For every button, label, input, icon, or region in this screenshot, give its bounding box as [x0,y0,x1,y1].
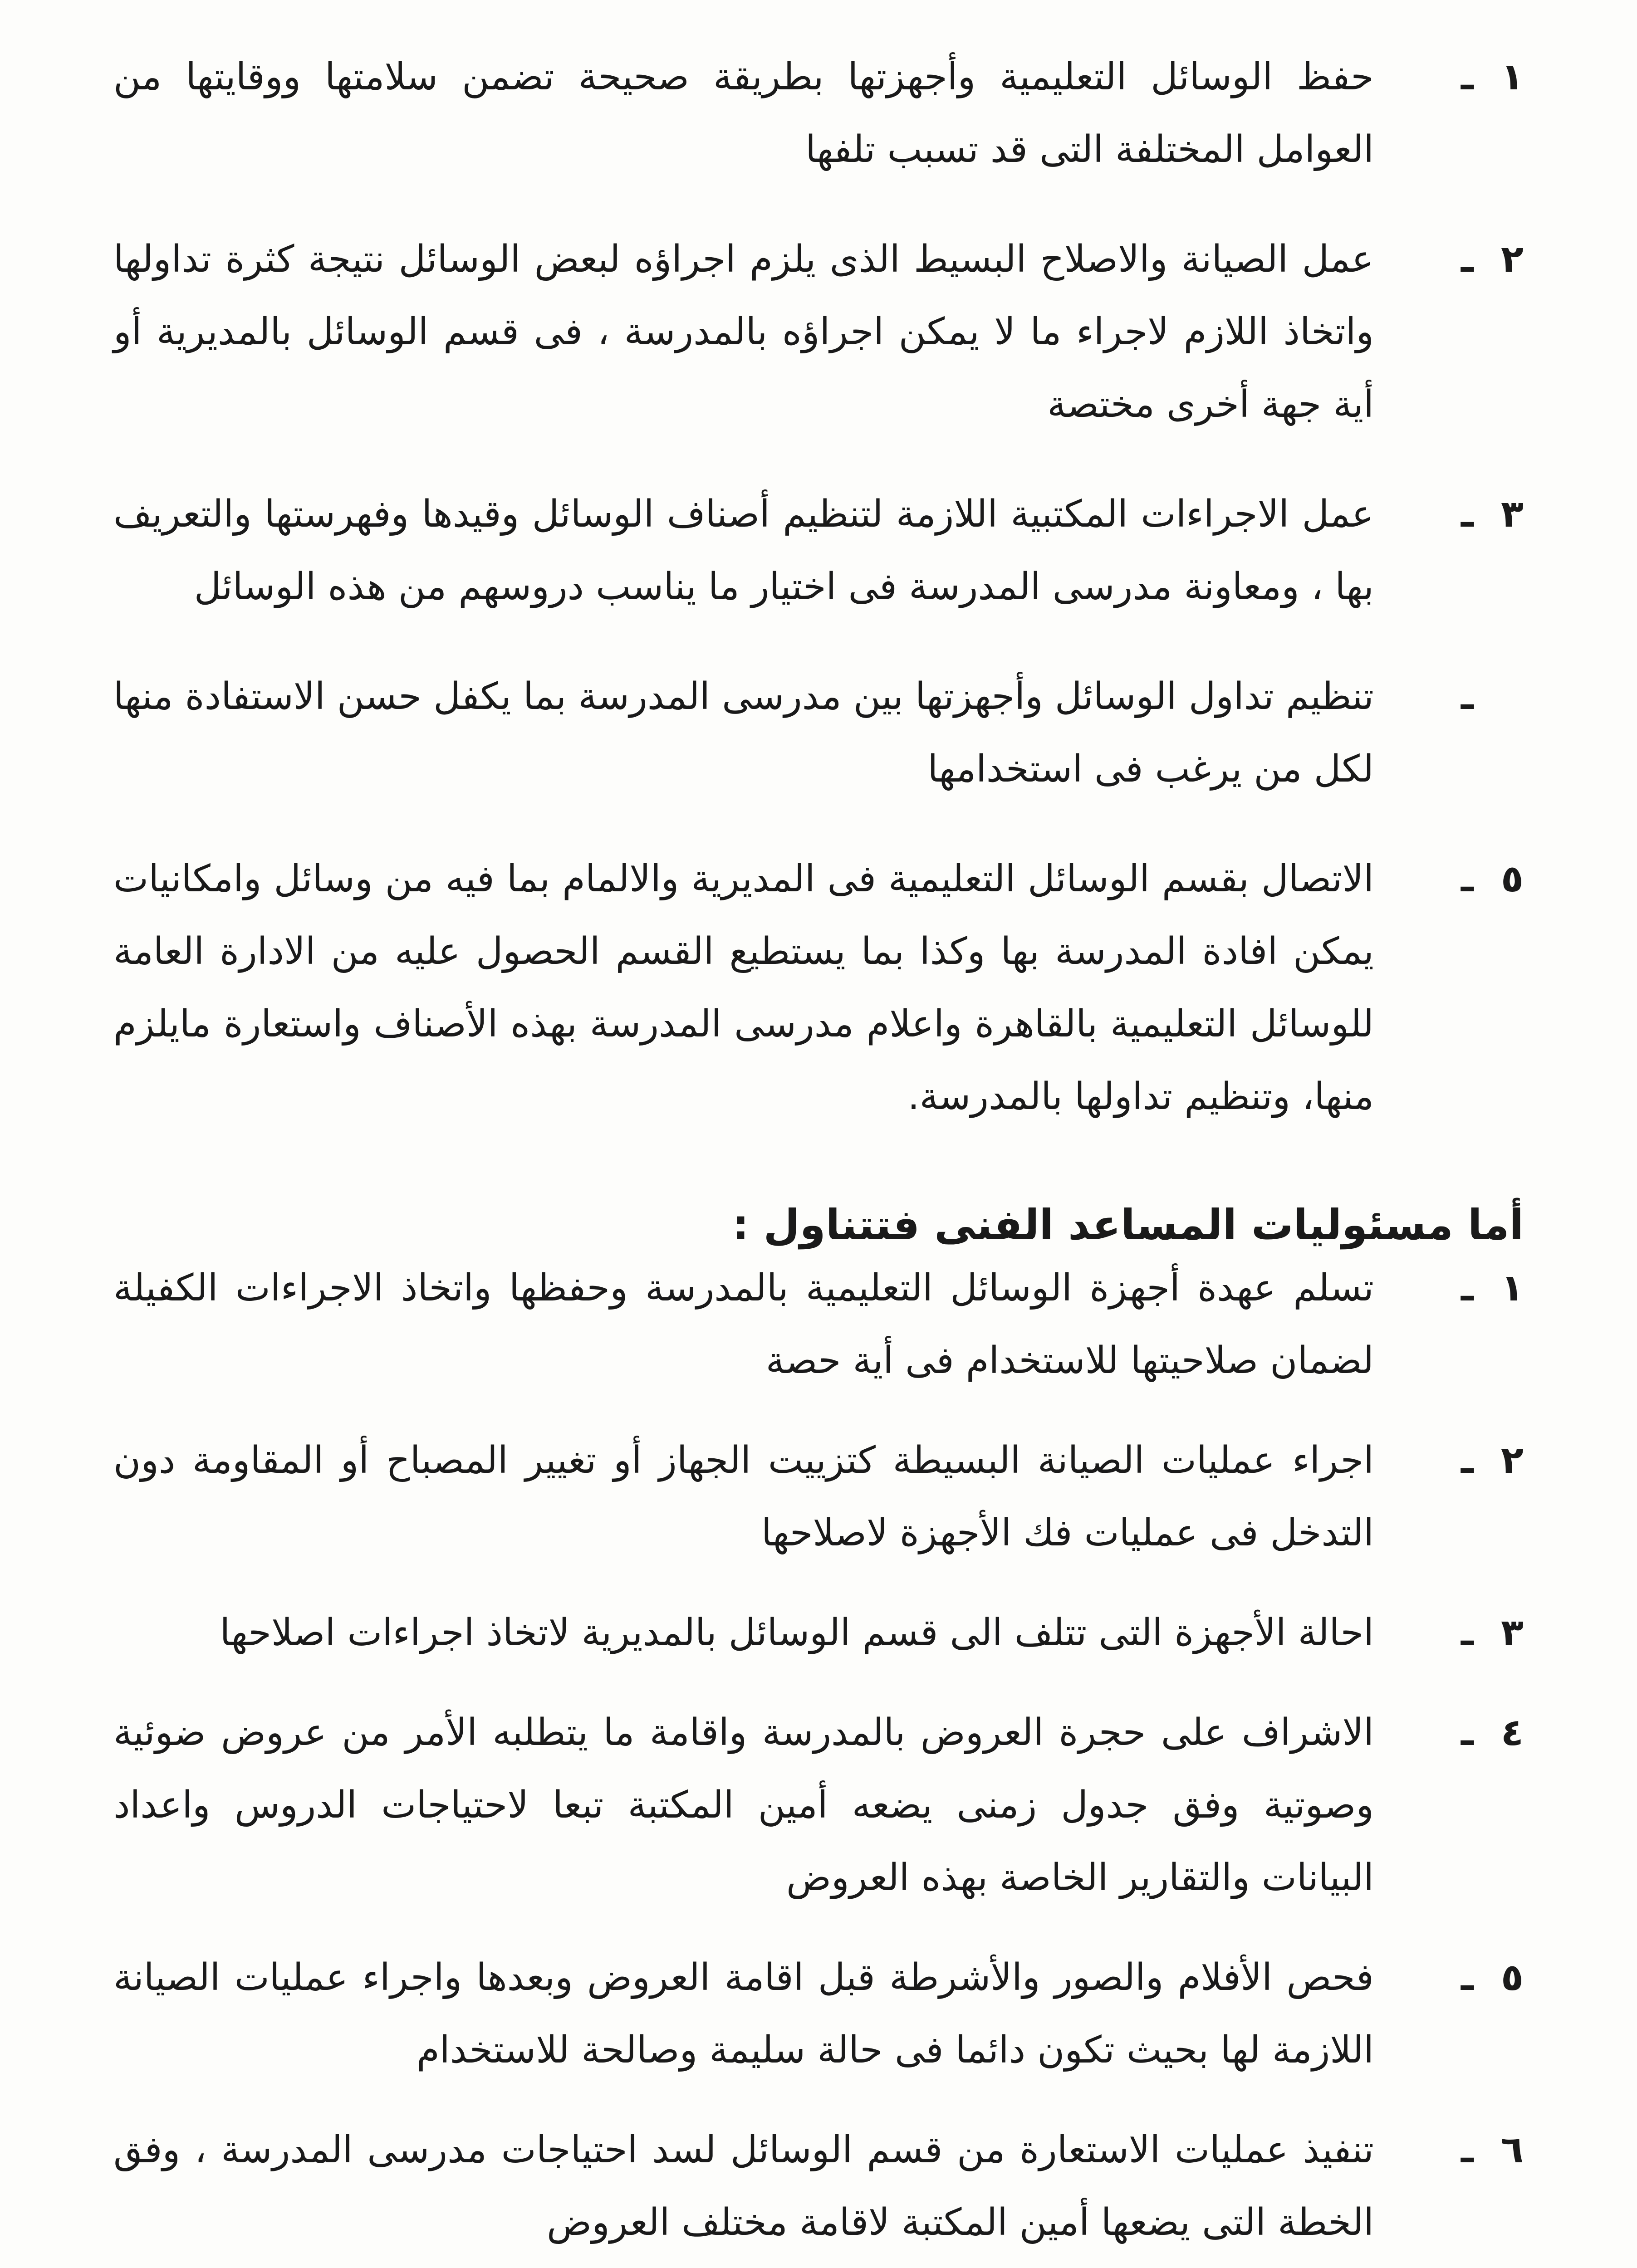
item-marker [1397,1941,1524,2014]
item-text: تنظيم تداول الوسائل وأجهزتها بين مدرسى المدرسة بما يكفل حسن الاستفادة منها لكل من يرغب فى استخدامها [113,675,1374,791]
technical-assistant-section [113,1252,1524,2268]
item-marker [1397,843,1524,915]
item-number: ٥ [1500,857,1524,900]
list-item [113,223,1524,441]
item-marker [1397,2114,1524,2186]
item-text: اجراء عمليات الصيانة البسيطة كتزييت الجهاز أو تغيير المصباح أو المقاومة دون التدخل فى عمليات فك الأجهزة لاصلاحها [113,1439,1374,1554]
item-number: ٢ [1500,1439,1524,1482]
list-item [113,1597,1524,1669]
item-number: ٥ [1500,1956,1524,1999]
item-number: ٤ [1500,1711,1524,1754]
item-dash: ـ [1461,2128,1474,2171]
item-text: تنفيذ عمليات الاستعارة من قسم الوسائل لسد احتياجات مدرسى المدرسة ، وفق الخطة التى يضعها أمين المكتبة لاقامة مختلف العروض [113,2128,1374,2244]
item-number: ٦ [1500,2128,1524,2171]
list-item [113,1252,1524,1397]
item-text: تسلم عهدة أجهزة الوسائل التعليمية بالمدرسة وحفظها واتخاذ الاجراءات الكفيلة لضمان صلاحيتها للاستخدام فى أية حصة [113,1266,1374,1382]
item-dash: ـ [1461,55,1474,98]
item-text: عمل الصيانة والاصلاح البسيط الذى يلزم اجراؤه لبعض الوسائل نتيجة كثرة تداولها واتخاذ اللازم لاجراء ما لا يمكن اجراؤه بالمدرسة ، فى قسم الوسائل بالمديرية أو أية جهة أخرى مختصة [113,238,1374,426]
item-dash: ـ [1461,238,1474,281]
item-number: ٢ [1500,238,1524,281]
list-item [113,1696,1524,1914]
list-item [113,660,1524,806]
item-text: عمل الاجراءات المكتبية اللازمة لتنظيم أصناف الوسائل وقيدها وفهرستها والتعريف بها ، ومعاونة مدرسى المدرسة فى اختيار ما يناسب دروسهم من هذه الوسائل [113,493,1374,608]
list-item [113,1941,1524,2087]
list-item [113,41,1524,186]
technical-assistant-list [113,1252,1524,2259]
item-number: ٣ [1500,493,1524,536]
item-text: فحص الأفلام والصور والأشرطة قبل اقامة العروض وبعدها واجراء عمليات الصيانة اللازمة لها بحيث تكون دائما فى حالة سليمة وصالحة للاستخدام [113,1956,1374,2072]
item-number: ٣ [1500,1611,1524,1654]
item-marker [1397,1696,1524,1769]
item-marker [1397,478,1524,551]
item-number [1492,660,1524,733]
item-dash: ـ [1461,1711,1474,1754]
item-marker [1397,1424,1524,1497]
item-number: ١ [1500,55,1524,98]
responsibilities-list [113,41,1524,1133]
item-dash: ـ [1461,675,1474,718]
item-marker [1397,41,1524,113]
list-item [113,1424,1524,1569]
list-item [113,843,1524,1133]
item-marker [1397,660,1524,733]
responsibilities-section [113,41,1524,1170]
item-dash: ـ [1461,1611,1474,1654]
item-text: حفظ الوسائل التعليمية وأجهزتها بطريقة صحيحة تضمن سلامتها ووقايتها من العوامل المختلفة التى قد تسبب تلفها [113,55,1374,171]
item-text: الاتصال بقسم الوسائل التعليمية فى المديرية والالمام بما فيه من وسائل وامكانيات يمكن افادة المدرسة بها وكذا بما يستطيع القسم الحصول عليه من الادارة العامة للوسائل التعليمية بالقاهرة واعلام مدرسى المدرسة بهذه الأصناف واستعارة مايلزم منها، وتنظيم تداولها بالمدرسة. [113,857,1374,1118]
item-text: الاشراف على حجرة العروض بالمدرسة واقامة ما يتطلبه الأمر من عروض ضوئية وصوتية وفق جدول زمنى يضعه أمين المكتبة تبعا لاحتياجات الدروس واعداد البيانات والتقارير الخاصة بهذه العروض [113,1711,1374,1899]
item-text: احالة الأجهزة التى تتلف الى قسم الوسائل بالمديرية لاتخاذ اجراءات اصلاحها [220,1611,1374,1654]
item-dash: ـ [1461,493,1474,536]
item-number: ١ [1500,1266,1524,1310]
section-heading: أما مسئوليات المساعد الفنى فتتناول : [732,1201,1524,1250]
list-item [113,2114,1524,2259]
item-marker [1397,1597,1524,1669]
item-dash: ـ [1461,1956,1474,1999]
item-marker [1397,223,1524,296]
item-marker [1397,1252,1524,1325]
item-dash: ـ [1461,1439,1474,1482]
item-dash: ـ [1461,1266,1474,1310]
list-item [113,478,1524,623]
item-dash: ـ [1461,857,1474,900]
